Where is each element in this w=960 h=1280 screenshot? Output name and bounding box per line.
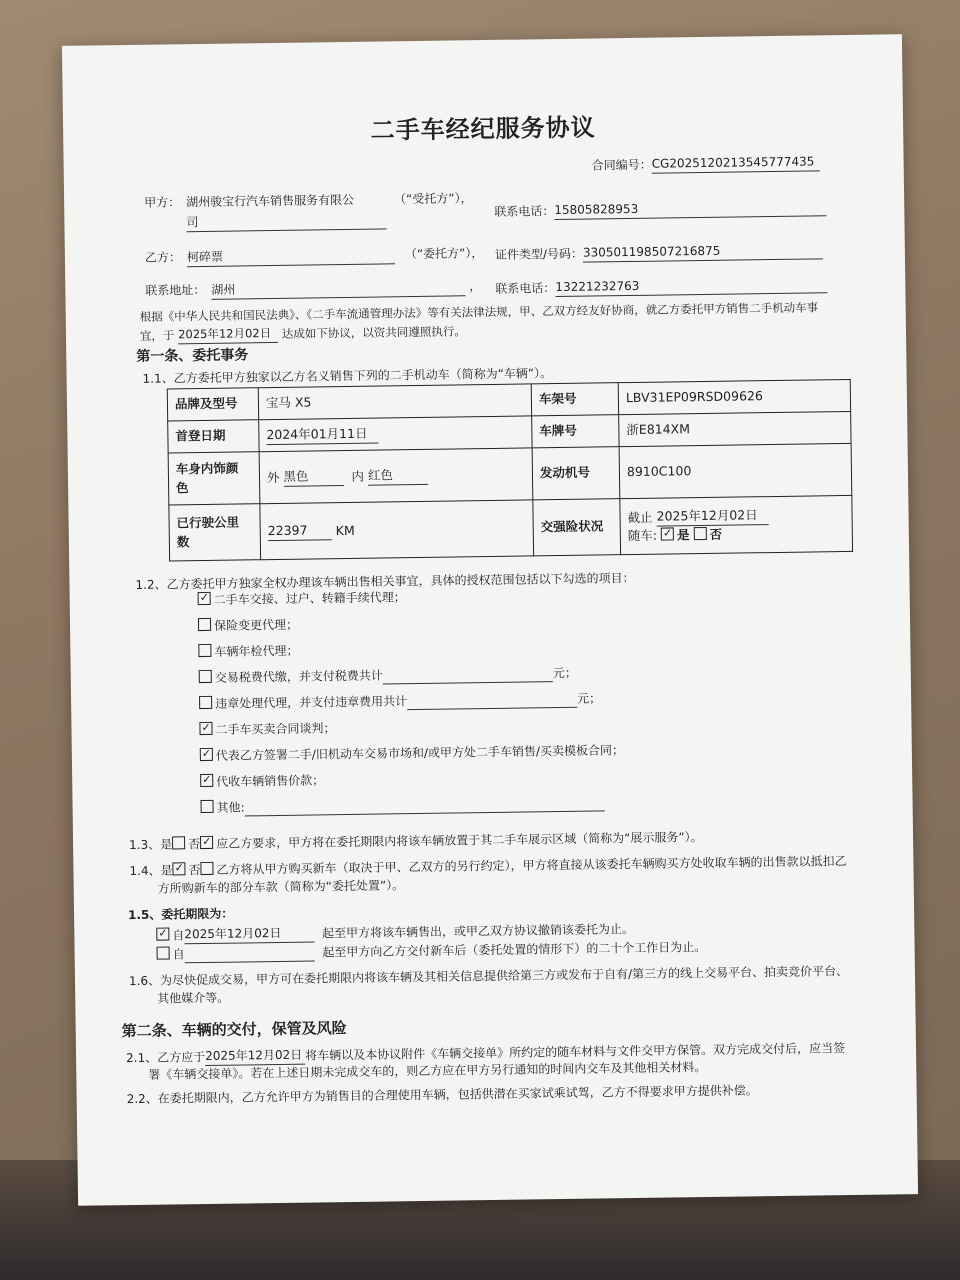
vin-value: LBV31EP09RSD09626	[618, 379, 850, 414]
preamble-line1: 根据《中华人民共和国民法典》、《二手车流通管理办法》等有关法律法规，甲、乙双方经友好协商，就乙方委托甲方销售二手机动车事	[139, 300, 819, 324]
option-6-checkbox[interactable]	[199, 722, 212, 735]
option-8	[200, 772, 324, 791]
clause-1-3-yes-checkbox[interactable]	[172, 836, 185, 849]
insurance-label: 交强险状况	[533, 499, 621, 556]
reg-date-value: 2024年01月11日	[266, 424, 378, 445]
clause-1-4-yes-checkbox[interactable]	[172, 862, 185, 875]
clause-1-4-cont: 方所购新车的部分车款（简称为“委托处置”）。	[157, 878, 405, 896]
mileage-unit: KM	[335, 522, 355, 539]
party-b-phone-label: 联系电话：	[495, 281, 556, 296]
preamble-prefix: 宜，于	[139, 328, 175, 343]
party-b-id	[495, 241, 823, 264]
clause-1-4-no-checkbox[interactable]	[200, 862, 213, 875]
plate-label: 车牌号	[532, 415, 619, 448]
address-value: 湖州	[211, 278, 465, 300]
option-9	[200, 794, 604, 817]
party-b-role: （“委托方”），	[404, 246, 484, 262]
engine-value: 8910C100	[619, 443, 852, 498]
clause-1-3-no-checkbox[interactable]	[200, 836, 213, 849]
insurance-with-car	[628, 524, 845, 545]
party-a-phone-value: 15805828953	[554, 198, 826, 220]
article-2-title: 第二条、车辆的交付，保管及风险	[121, 1019, 347, 1041]
preamble-date: 2025年12月02日	[178, 325, 278, 344]
yes-label: 是	[676, 527, 690, 543]
contract-number	[592, 153, 820, 175]
color-int-prefix: 内	[351, 468, 365, 484]
insurance-cell	[620, 495, 853, 554]
clause-1-1: 1.1、乙方委托甲方独家以乙方名义销售下列的二手机动车（简称为“车辆”）。	[142, 366, 553, 386]
option-9-checkbox[interactable]	[200, 800, 213, 813]
party-a-name-line2: 司	[186, 211, 386, 232]
clause-1-4	[129, 853, 846, 880]
clause-1-2: 1.2、乙方委托甲方独家全权办理该车辆出售相关事宜，具体的授权范围包括以下勾选的项目：	[135, 570, 635, 592]
contract-number-value: CG2025120213545777435	[652, 153, 820, 174]
party-a-phone	[494, 198, 826, 221]
clause-1-4-yes: 是	[160, 863, 173, 878]
option-2	[198, 617, 298, 636]
term-option-1-checkbox[interactable]	[156, 928, 169, 941]
yes-checkbox[interactable]	[661, 527, 674, 540]
option-5	[199, 690, 601, 713]
option-5-suffix: 元；	[577, 691, 602, 706]
mileage-cell	[260, 500, 534, 560]
option-7	[200, 742, 624, 765]
option-3-checkbox[interactable]	[198, 644, 211, 657]
article-1-title: 第一条、委托事务	[136, 347, 249, 365]
party-b-phone-value: 13221232763	[555, 275, 827, 297]
brand-label: 品牌及型号	[167, 388, 258, 421]
id-number: 330501198507216875	[583, 241, 823, 263]
term-2-text: 起至甲方向乙方交付新车后（委托处置的情形下）的二十个工作日为止。	[322, 940, 707, 960]
party-a-name-line1: 湖州骏宝行汽车销售服务有限公	[186, 192, 355, 210]
clause-1-5-title: 1.5、委托期限为：	[127, 906, 234, 923]
option-6-label: 二手车买卖合同谈判；	[215, 721, 336, 737]
party-b-name: 柯碎票	[187, 246, 395, 267]
mileage-label	[169, 504, 261, 561]
clause-1-6-cont: 其他媒介等。	[157, 990, 230, 1006]
clause-2-2: 2.2、在委托期限内，乙方允许甲方为销售目的合理使用车辆，包括供潜在买家试乘试驾，乙方不得要求甲方提供补偿。	[126, 1083, 758, 1107]
id-label: 证件类型/号码：	[494, 246, 584, 262]
violation-amount-field[interactable]	[407, 693, 577, 710]
term-option-2-checkbox[interactable]	[157, 947, 170, 960]
with-car-label: 随车:	[627, 527, 658, 544]
option-5-label: 违章处理代理，并支付违章费用共计	[215, 694, 408, 711]
plate-value: 浙E814XM	[619, 411, 851, 446]
option-1-label: 二手车交接、过户、转籍手续代理；	[213, 590, 406, 607]
clause-1-4-no: 否	[188, 863, 201, 878]
clause-1-3-num: 1.3、	[129, 837, 161, 853]
address-label: 联系地址：	[145, 282, 206, 298]
option-9-label: 其他:	[216, 800, 245, 815]
option-1-checkbox[interactable]	[198, 592, 211, 605]
color-ext-value: 黑色	[283, 467, 343, 487]
clause-2-1-prefix: 2.1、乙方应于	[125, 1050, 206, 1066]
term-1-from: 自	[172, 928, 185, 943]
vehicle-info-table	[167, 379, 853, 562]
option-4-checkbox[interactable]	[199, 670, 212, 683]
brand-value: 宝马 X5	[258, 384, 531, 420]
reg-date-cell	[259, 416, 532, 452]
clause-1-3-text: 应乙方要求，甲方将在委托期限内将该车辆放置于其二手车展示区域（简称为“展示服务”）。	[216, 830, 703, 851]
clause-1-3	[129, 829, 703, 854]
option-1	[198, 589, 406, 609]
tax-amount-field[interactable]	[383, 668, 553, 685]
contract-number-label: 合同编号：	[591, 157, 652, 173]
clause-1-3-yes: 是	[160, 837, 173, 852]
party-a-role: （“受托方”），	[394, 191, 473, 207]
party-a-phone-label: 联系电话：	[494, 204, 555, 219]
term-1-text: 起至甲方将该车辆售出，或甲乙双方协议撤销该委托为止。	[321, 922, 635, 941]
option-3	[198, 643, 298, 662]
mileage-value: 22397	[268, 521, 332, 541]
insurance-until-prefix: 截止	[627, 509, 653, 525]
option-3-label: 车辆年检代理；	[214, 643, 299, 659]
preamble-line2	[140, 322, 466, 344]
mileage-label-text: 已行驶公里数	[176, 514, 240, 549]
insurance-until-date: 2025年12月02日	[656, 506, 768, 527]
term-2-from: 自	[172, 947, 185, 962]
address-end: ，	[469, 279, 482, 294]
engine-label: 发动机号	[532, 447, 620, 500]
option-4	[199, 665, 577, 688]
party-b-phone	[495, 275, 827, 298]
no-label: 否	[709, 526, 723, 542]
option-7-label: 代表乙方签署二手/旧机动车交易市场和/或甲方处二手车销售/买卖模板合同；	[215, 743, 625, 763]
preamble-suffix: 达成如下协议，以资共同遵照执行。	[281, 324, 466, 341]
option-8-label: 代收车辆销售价款；	[216, 773, 325, 789]
term-1-date: 2025年12月02日	[184, 924, 314, 944]
contract-page	[62, 34, 918, 1206]
no-checkbox[interactable]	[693, 527, 706, 540]
term-2-date[interactable]	[185, 947, 315, 964]
clause-2-1-cont: 署《车辆交接单》。若在上述日期未完成交车的，则乙方应在甲方另行通知的时间内交车及其他相关材料。	[148, 1060, 707, 1082]
option-2-label: 保险变更代理；	[213, 617, 299, 633]
clause-1-6: 1.6、为尽快促成交易，甲方可在委托期限内将该车辆及其相关信息提供给第三方或发布于自有/第三方的线上交易平台、拍卖竞价平台、	[128, 964, 849, 989]
party-a-label: 甲方：	[144, 195, 181, 210]
color-int-value: 红色	[368, 466, 428, 486]
option-8-checkbox[interactable]	[200, 774, 213, 787]
reg-date-label: 首登日期	[168, 420, 259, 453]
color-cell	[259, 448, 533, 504]
option-4-label: 交易税费代缴，并支付税费共计	[214, 668, 383, 685]
color-label	[168, 452, 260, 505]
clause-1-4-num: 1.4、	[129, 863, 161, 879]
color-label-text: 车身内饰颜色	[175, 460, 239, 495]
option-7-checkbox[interactable]	[200, 748, 213, 761]
color-ext-prefix: 外	[266, 469, 280, 486]
vin-label: 车架号	[531, 383, 618, 416]
clause-1-4-text: 乙方将从甲方购买新车（取决于甲、乙双方的另行约定），甲方将直接从该委托车辆购买方处收取车辆的出售款以抵扣乙	[216, 854, 847, 877]
clause-1-3-no: 否	[188, 837, 201, 852]
option-2-checkbox[interactable]	[198, 618, 211, 631]
clause-2-1-text: 将车辆以及本协议附件《车辆交接单》所约定的随车材料与文件交甲方保管。双方完成交付后，应当签	[305, 1041, 846, 1063]
option-5-checkbox[interactable]	[199, 696, 212, 709]
other-field[interactable]	[245, 797, 605, 817]
document-title: 二手车经纪服务协议	[370, 113, 596, 145]
option-4-suffix: 元；	[552, 665, 577, 681]
option-6	[199, 720, 335, 739]
party-b-label: 乙方：	[144, 250, 182, 265]
clause-2-1-date: 2025年12月02日	[205, 1047, 305, 1067]
